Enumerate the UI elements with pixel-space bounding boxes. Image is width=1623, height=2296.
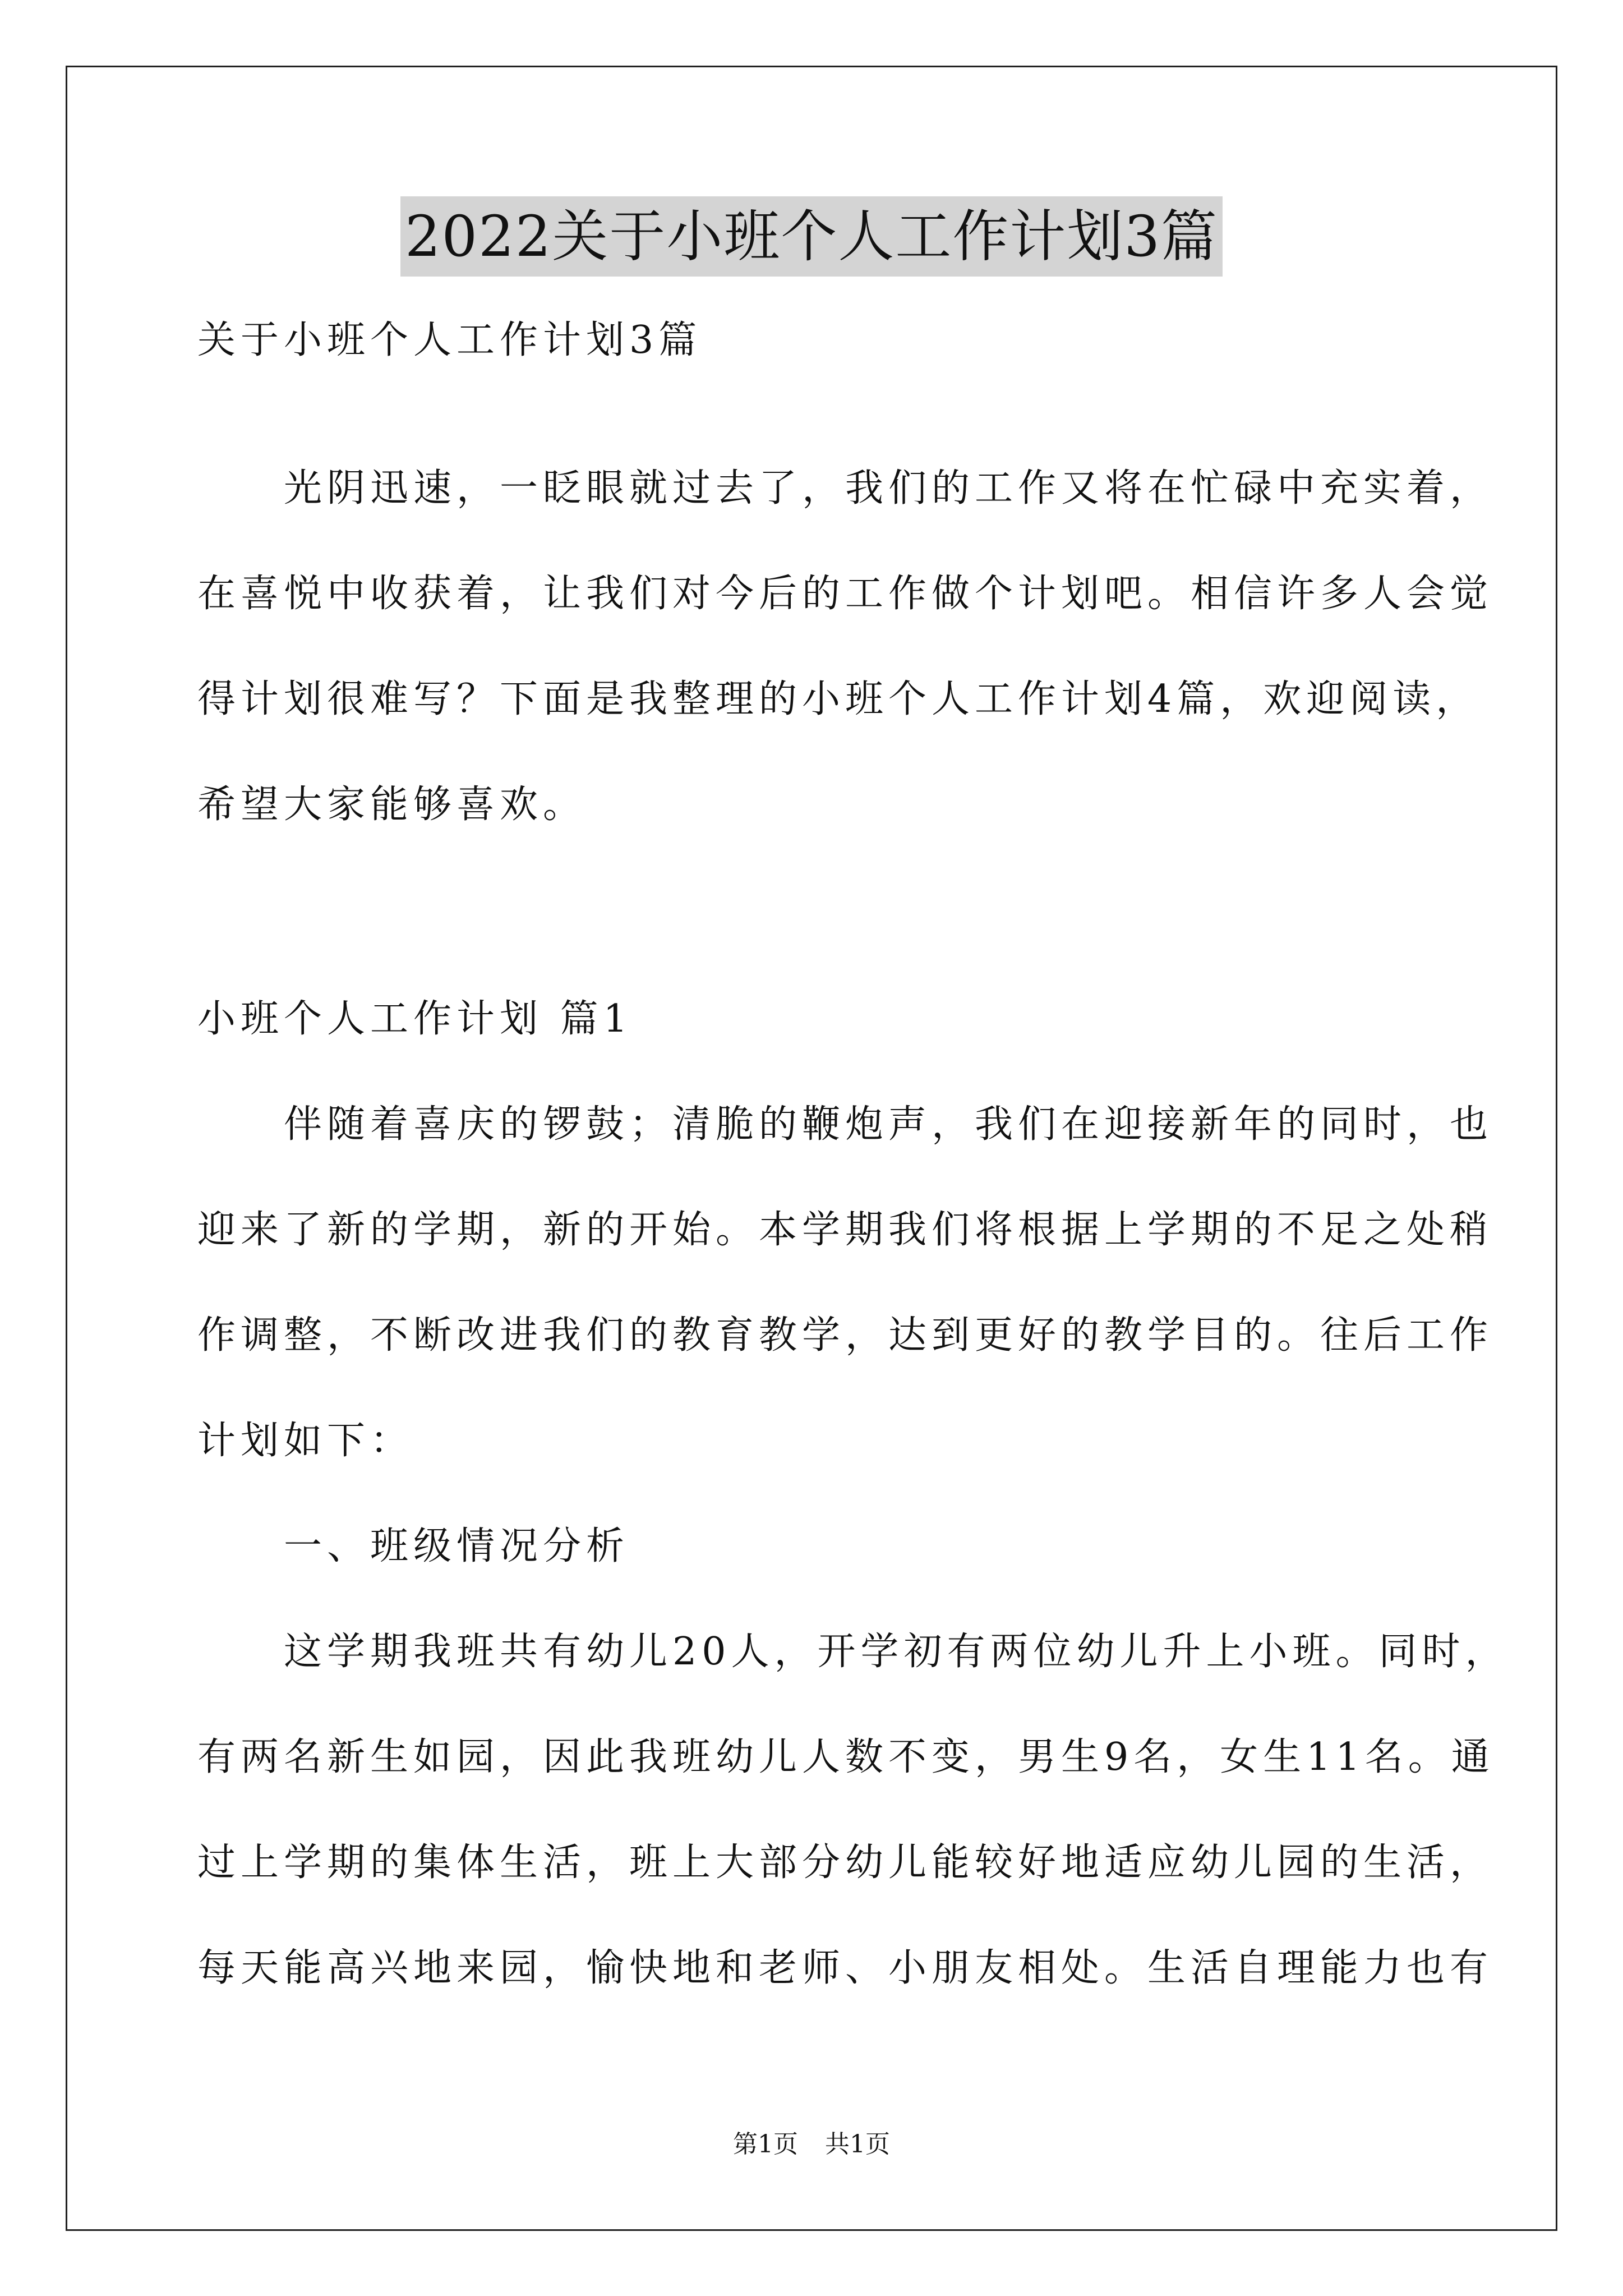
intro-line-4: 希望大家能够喜欢。 xyxy=(197,783,587,827)
analysis-line-1: 这学期我班共有幼儿20人，开学初有两位幼儿升上小班。同时， xyxy=(197,1630,1509,1674)
section-heading: 小班个人工作计划 篇1 xyxy=(197,997,633,1041)
section-line-3: 作调整，不断改进我们的教育教学，达到更好的教学目的。往后工作 xyxy=(197,1313,1493,1358)
title-container xyxy=(0,196,1623,277)
section-line-4: 计划如下： xyxy=(197,1419,414,1463)
section-line-1: 伴随着喜庆的锣鼓；清脆的鞭炮声，我们在迎接新年的同时，也 xyxy=(197,1102,1493,1147)
intro-line-2: 在喜悦中收获着，让我们对今后的工作做个计划吧。相信许多人会觉 xyxy=(197,572,1493,616)
section-line-2: 迎来了新的学期，新的开始。本学期我们将根据上学期的不足之处稍 xyxy=(197,1208,1493,1252)
page-footer xyxy=(0,2128,1623,2161)
analysis-line-4: 每天能高兴地来园，愉快地和老师、小朋友相处。生活自理能力也有 xyxy=(197,1946,1493,1990)
page-total: 共1页 xyxy=(825,2130,890,2159)
page-current: 第1页 xyxy=(733,2130,798,2159)
analysis-line-3: 过上学期的集体生活，班上大部分幼儿能较好地适应幼儿园的生活， xyxy=(197,1841,1493,1885)
intro-line-1: 光阴迅速，一眨眼就过去了，我们的工作又将在忙碌中充实着， xyxy=(197,466,1493,510)
document-subtitle: 关于小班个人工作计划3篇 xyxy=(197,318,702,362)
document-title: 2022关于小班个人工作计划3篇 xyxy=(400,196,1223,277)
analysis-line-2: 有两名新生如园，因此我班幼儿人数不变，男生9名，女生11名。通 xyxy=(197,1735,1495,1779)
class-analysis-heading: 一、班级情况分析 xyxy=(197,1524,630,1568)
intro-line-3: 得计划很难写？下面是我整理的小班个人工作计划4篇，欢迎阅读， xyxy=(197,677,1479,721)
